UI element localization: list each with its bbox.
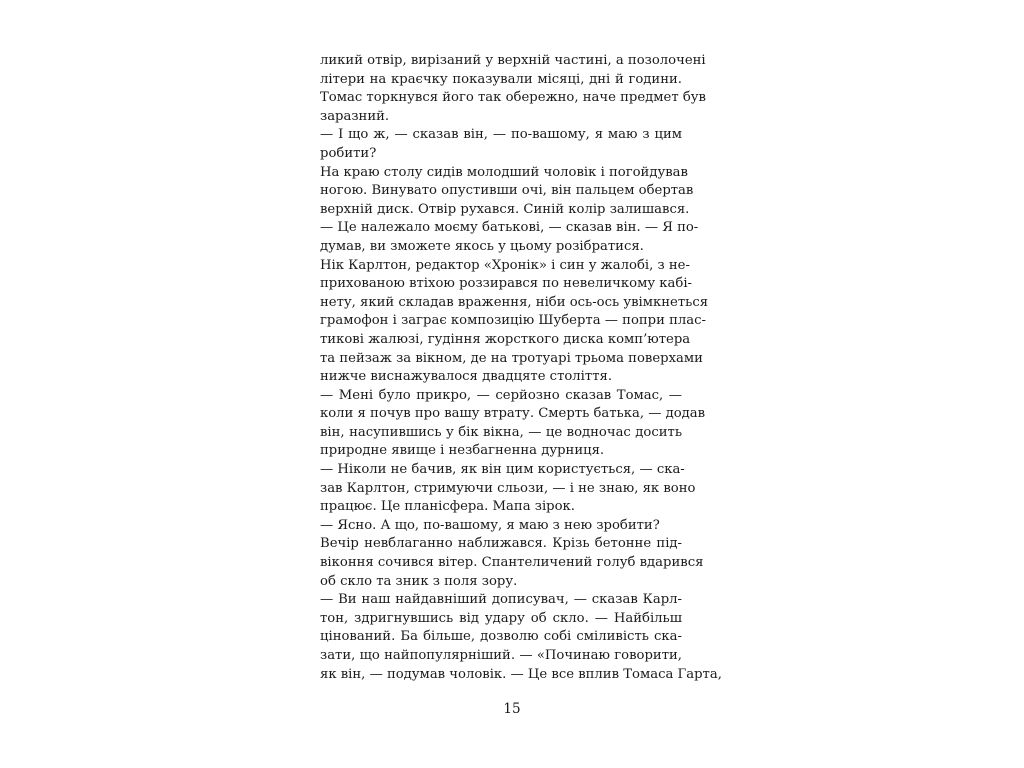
body-text [320,52,722,684]
text-line: заразний. [320,108,390,124]
text-line: тон, здригнувшись від удару об скло. — Найбільш [320,610,682,626]
text-line: природне явище і незбагненна дурниця. [320,443,605,459]
text-line: зати, що найпопулярніший. — «Починаю говорити, [320,648,682,663]
text-line: як він, — подумав чоловік. — Це все вплив Томаса Гарта, [320,666,722,682]
text-line: зав Карлтон, стримуючи сльози, — і не знаю, як воно [320,480,696,496]
text-line: Нік Карлтон, редактор «Хронік» і син у жалобі, з не- [320,257,690,273]
text-line: літери на краєчку показували місяці, дні й години. [320,71,682,87]
page-number: 15 [503,701,521,717]
text-line: нету, який складав враження, ніби ось-ось увімкнеться [320,294,709,310]
text-line: На краю столу сидів молодший чоловік і погойдував [320,164,688,180]
text-line: цінований. Ба більше, дозволю собі сміливість ска- [320,629,682,645]
text-line: коли я почув про вашу втрату. Смерть батька, — додав [320,406,706,422]
text-line: — Ясно. А що, по-вашому, я маю з нею зробити? [320,517,660,533]
text-line: — Ніколи не бачив, як він цим користується, — ска- [320,462,685,478]
text-line: нижче виснажувалося двадцяте століття. [320,369,613,385]
text-line: думав, ви зможете якось у цьому розібратися. [320,238,644,254]
text-line: та пейзаж за вікном, де на тротуарі трьома поверхами [320,350,703,366]
text-line: — І що ж, — сказав він, — по-вашому, я маю з цим [320,127,682,143]
text-line: Вечір невблаганно наближався. Крізь бетонне під- [320,536,682,552]
text-line: тикові жалюзі, гудіння жорсткого диска комп’ютера [320,331,691,347]
text-line: він, насупившись у бік вікна, — це водночас досить [320,424,682,440]
text-line: прихованою втіхою роззирався по невеличкому кабі- [320,276,692,292]
text-line: Томас торкнувся його так обережно, наче предмет був [320,90,706,106]
text-line: — Ви наш найдавніший дописувач, — сказав Карл- [320,592,682,608]
text-line: — Мені було прикро, — серйозно сказав Томас, — [320,387,682,403]
text-line: робити? [320,145,377,161]
text-line: грамофон і заграє композицію Шуберта — попри плас- [320,313,706,329]
text-line: — Це належало моєму батькові, — сказав він. — Я по- [320,220,699,236]
text-line: ногою. Винувато опустивши очі, він пальцем обертав [320,183,694,199]
text-line: працює. Це планісфера. Мапа зірок. [320,499,575,515]
text-line: об скло та зник з поля зору. [320,573,518,589]
text-line: ликий отвір, вирізаний у верхній частині, а позолочені [320,53,706,68]
text-line: верхній диск. Отвір рухався. Синій колір залишався. [320,201,690,217]
text-line: віконня сочився вітер. Спантеличений голуб вдарився [320,555,704,571]
